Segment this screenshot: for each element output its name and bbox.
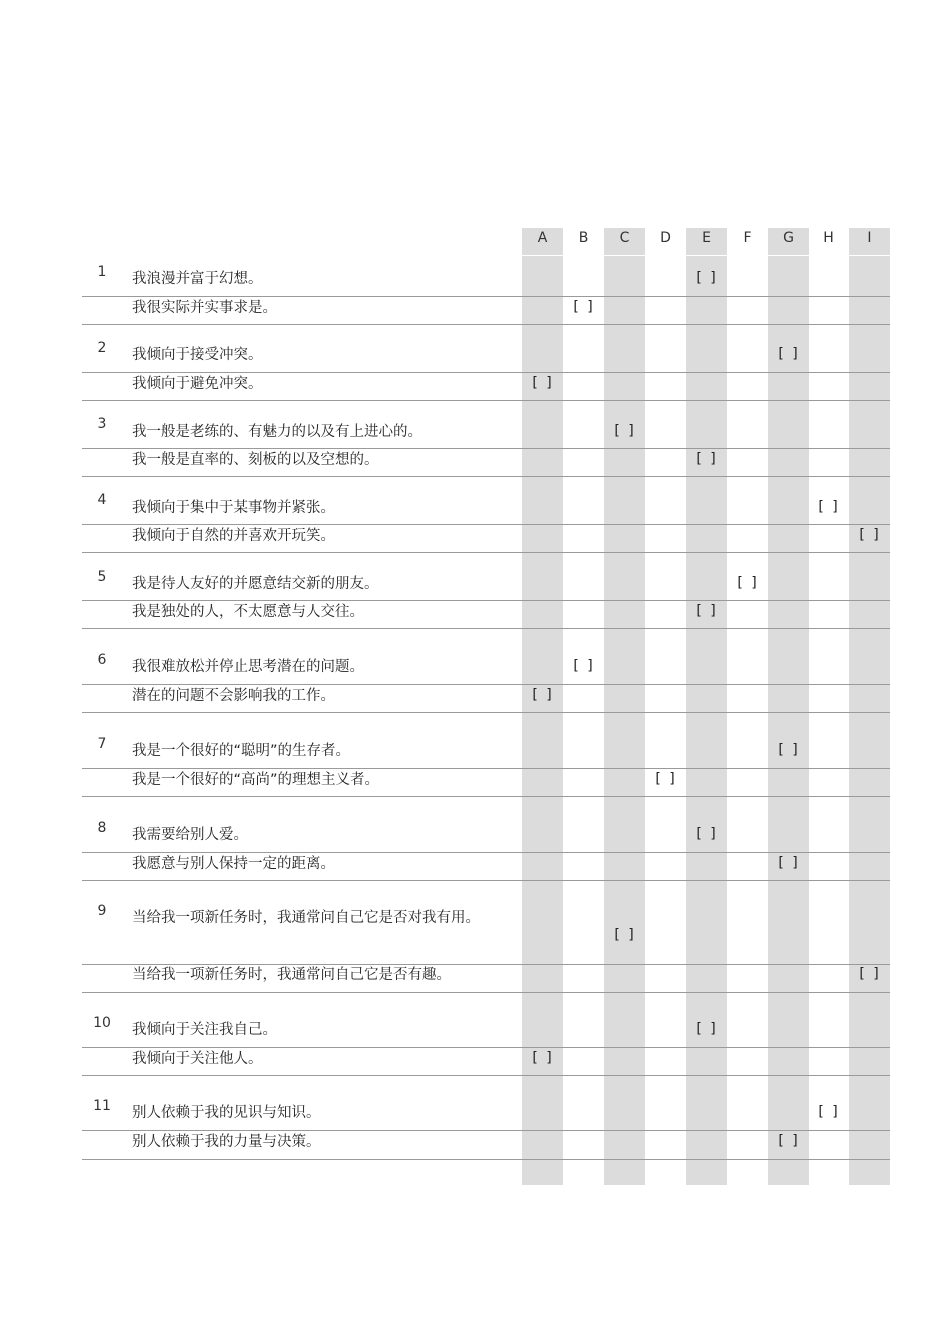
choice-mark-g[interactable]: [ ] bbox=[778, 1133, 800, 1149]
choice-mark-a[interactable]: [ ] bbox=[532, 375, 554, 391]
item-number: 1 bbox=[97, 264, 107, 280]
choice-mark-g[interactable]: [ ] bbox=[778, 855, 800, 871]
column-header-c: C bbox=[619, 230, 630, 246]
item-number: 4 bbox=[97, 492, 107, 508]
choice-mark-d[interactable]: [ ] bbox=[655, 771, 677, 787]
item-number: 3 bbox=[97, 416, 107, 432]
statement-text: 我倾向于集中于某事物并紧张。 bbox=[132, 500, 335, 516]
statement-text: 我是待人友好的并愿意结交新的朋友。 bbox=[132, 576, 379, 592]
choice-mark-f[interactable]: [ ] bbox=[737, 575, 759, 591]
row-separator bbox=[82, 1159, 890, 1160]
choice-mark-e[interactable]: [ ] bbox=[696, 603, 718, 619]
choice-mark-i[interactable]: [ ] bbox=[859, 966, 881, 982]
row-separator bbox=[82, 712, 890, 713]
row-separator bbox=[82, 476, 890, 477]
row-separator bbox=[82, 992, 890, 993]
choice-mark-e[interactable]: [ ] bbox=[696, 1021, 718, 1037]
item-number: 6 bbox=[97, 652, 107, 668]
row-separator bbox=[82, 552, 890, 553]
choice-mark-h[interactable]: [ ] bbox=[818, 1104, 840, 1120]
item-number: 11 bbox=[93, 1098, 111, 1114]
statement-text: 我很实际并实事求是。 bbox=[132, 300, 277, 316]
choice-mark-g[interactable]: [ ] bbox=[778, 742, 800, 758]
column-header-g: G bbox=[783, 230, 794, 246]
statement-text: 我是一个很好的“聪明”的生存者。 bbox=[132, 743, 351, 759]
choice-mark-e[interactable]: [ ] bbox=[696, 270, 718, 286]
row-separator bbox=[82, 628, 890, 629]
choice-mark-b[interactable]: [ ] bbox=[573, 658, 595, 674]
statement-text: 我倾向于自然的并喜欢开玩笑。 bbox=[132, 528, 335, 544]
choice-mark-c[interactable]: [ ] bbox=[614, 927, 636, 943]
row-separator bbox=[82, 400, 890, 401]
item-number: 7 bbox=[97, 736, 107, 752]
statement-text: 别人依赖于我的力量与决策。 bbox=[132, 1134, 321, 1150]
item-number: 10 bbox=[93, 1015, 111, 1031]
statement-text: 我需要给别人爱。 bbox=[132, 827, 248, 843]
row-separator bbox=[82, 324, 890, 325]
row-separator bbox=[82, 880, 890, 881]
choice-mark-a[interactable]: [ ] bbox=[532, 687, 554, 703]
column-header-e: E bbox=[702, 230, 711, 246]
column-header-d: D bbox=[660, 230, 671, 246]
column-header-b: B bbox=[578, 230, 589, 246]
statement-text: 我愿意与别人保持一定的距离。 bbox=[132, 856, 335, 872]
item-number: 8 bbox=[97, 820, 107, 836]
statement-text: 我是独处的人，不太愿意与人交往。 bbox=[132, 604, 364, 620]
choice-mark-e[interactable]: [ ] bbox=[696, 451, 718, 467]
statement-text: 当给我一项新任务时，我通常问自己它是否有趣。 bbox=[132, 967, 451, 983]
choice-mark-h[interactable]: [ ] bbox=[818, 499, 840, 515]
statement-text: 别人依赖于我的见识与知识。 bbox=[132, 1105, 321, 1121]
statement-text: 潜在的问题不会影响我的工作。 bbox=[132, 688, 335, 704]
row-separator bbox=[82, 1075, 890, 1076]
statement-text: 我是一个很好的“高尚”的理想主义者。 bbox=[132, 772, 380, 788]
statement-text: 我一般是老练的、有魅力的以及有上进心的。 bbox=[132, 424, 422, 440]
item-number: 5 bbox=[97, 569, 107, 585]
column-header-a: A bbox=[537, 230, 548, 246]
statement-text: 我倾向于关注他人。 bbox=[132, 1051, 263, 1067]
statement-text: 我浪漫并富于幻想。 bbox=[132, 271, 263, 287]
column-header-f: F bbox=[743, 230, 752, 246]
statement-text: 我倾向于避免冲突。 bbox=[132, 376, 263, 392]
statement-text: 当给我一项新任务时，我通常问自己它是否对我有用。 bbox=[132, 910, 480, 926]
statement-text: 我一般是直率的、刻板的以及空想的。 bbox=[132, 452, 379, 468]
choice-mark-e[interactable]: [ ] bbox=[696, 826, 718, 842]
choice-mark-a[interactable]: [ ] bbox=[532, 1050, 554, 1066]
statement-text: 我倾向于关注我自己。 bbox=[132, 1022, 277, 1038]
row-separator bbox=[82, 796, 890, 797]
item-number: 9 bbox=[97, 903, 107, 919]
choice-mark-g[interactable]: [ ] bbox=[778, 346, 800, 362]
statement-text: 我很难放松并停止思考潜在的问题。 bbox=[132, 659, 364, 675]
column-header-h: H bbox=[823, 230, 834, 246]
choice-mark-b[interactable]: [ ] bbox=[573, 299, 595, 315]
header-divider bbox=[522, 255, 890, 256]
choice-mark-c[interactable]: [ ] bbox=[614, 423, 636, 439]
choice-mark-i[interactable]: [ ] bbox=[859, 527, 881, 543]
column-header-i: I bbox=[867, 230, 872, 246]
statement-text: 我倾向于接受冲突。 bbox=[132, 347, 263, 363]
item-number: 2 bbox=[97, 340, 107, 356]
